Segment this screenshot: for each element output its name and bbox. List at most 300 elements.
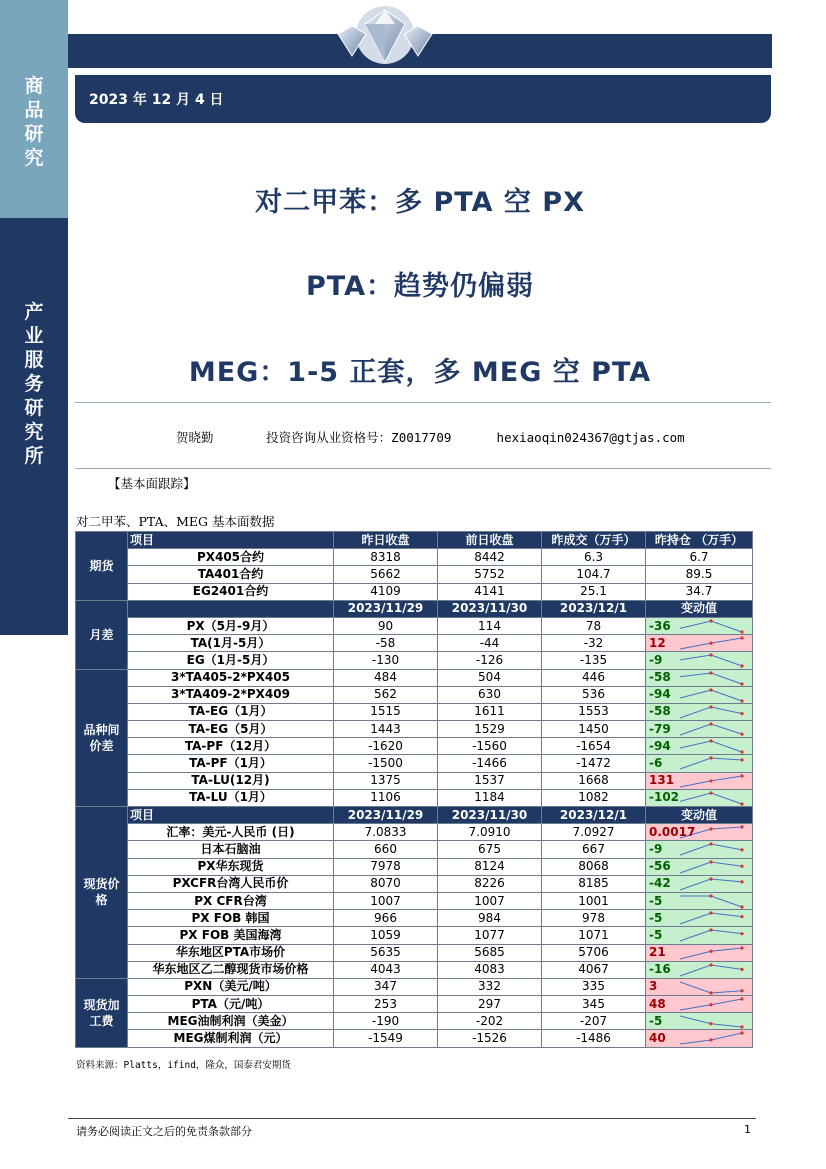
value-cell: -1486 xyxy=(542,1030,646,1047)
change-value: -5 xyxy=(649,927,663,942)
table-row xyxy=(76,1030,753,1047)
title-meg: MEG：1-5 正套，多 MEG 空 PTA xyxy=(188,357,652,388)
table-row xyxy=(76,755,753,772)
sparkline-point xyxy=(740,849,743,852)
change-value: -42 xyxy=(649,876,671,891)
footer-divider xyxy=(68,1118,756,1119)
value-cell: -207 xyxy=(542,1013,646,1030)
sidebar-top-block xyxy=(0,0,68,218)
value-cell: -58 xyxy=(334,635,438,652)
change-value-cell xyxy=(646,686,753,703)
sidebar-char: 究 xyxy=(24,421,44,443)
sparkline-point xyxy=(740,905,743,908)
sidebar-label-industry-research xyxy=(0,300,68,468)
row-group-label: 月差 xyxy=(76,600,128,669)
value-cell: 114 xyxy=(438,617,542,634)
table-row xyxy=(76,961,753,978)
row-label: MEG煤制利润（元） xyxy=(128,1030,334,1047)
row-label: PX CFR台湾 xyxy=(128,892,334,909)
report-date: 2023 年 12 月 4 日 xyxy=(89,92,224,108)
sparkline-point xyxy=(740,682,743,685)
row-label: TA-PF（1月） xyxy=(128,755,334,772)
value-cell: 5662 xyxy=(334,566,438,583)
value-cell: 1553 xyxy=(542,703,646,720)
date-bar xyxy=(75,75,771,123)
value-cell: 1106 xyxy=(334,789,438,806)
sparkline-point xyxy=(709,1003,712,1006)
table-row xyxy=(76,892,753,909)
header-cell: 2023/12/1 xyxy=(542,600,646,617)
table-row xyxy=(76,652,753,669)
sparkline-path xyxy=(680,793,742,804)
row-label: PX FOB 韩国 xyxy=(128,910,334,927)
row-group-label: 期货 xyxy=(76,532,128,601)
sparkline-point xyxy=(709,779,712,782)
divider-top xyxy=(75,402,771,403)
value-cell: 104.7 xyxy=(542,566,646,583)
value-cell: 7.0927 xyxy=(542,824,646,841)
sparkline-point xyxy=(740,997,743,1000)
change-value: -5 xyxy=(649,1013,663,1028)
sparkline-point xyxy=(709,860,712,863)
change-value-cell xyxy=(646,635,753,652)
change-value-cell xyxy=(646,738,753,755)
change-value-cell xyxy=(646,772,753,789)
table-row xyxy=(76,583,753,600)
sparkline-point xyxy=(709,1039,712,1042)
table-row xyxy=(76,824,753,841)
value-cell: EG2401合约 xyxy=(128,583,334,600)
value-cell: 667 xyxy=(542,841,646,858)
value-cell: 1537 xyxy=(438,772,542,789)
change-value-cell xyxy=(646,789,753,806)
table-row xyxy=(76,996,753,1013)
value-cell: 1450 xyxy=(542,721,646,738)
row-label: 华东地区乙二醇现货市场价格 xyxy=(128,961,334,978)
sparkline-point xyxy=(740,1026,743,1029)
value-cell: 6.7 xyxy=(646,549,753,566)
value-cell: -1526 xyxy=(438,1030,542,1047)
row-label: TA-LU(12月) xyxy=(128,772,334,789)
value-cell: -1654 xyxy=(542,738,646,755)
sparkline-point xyxy=(709,1022,712,1025)
change-value: -9 xyxy=(649,652,663,667)
sidebar-char: 务 xyxy=(24,373,44,395)
sparkline-point xyxy=(709,843,712,846)
sidebar-label-commodity-research xyxy=(0,74,68,170)
sparkline-point xyxy=(740,932,743,935)
value-cell: 536 xyxy=(542,686,646,703)
change-value: -58 xyxy=(649,704,671,719)
sparkline-point xyxy=(709,828,712,831)
value-cell: 5635 xyxy=(334,944,438,961)
header-cell: 昨持仓 （万手） xyxy=(646,532,753,549)
table-header-row xyxy=(76,600,753,617)
change-value-cell xyxy=(646,858,753,875)
value-cell: 332 xyxy=(438,978,542,995)
fundamentals-table-body xyxy=(76,532,753,1048)
header-cell: 变动值 xyxy=(646,600,753,617)
title-px: 对二甲苯：多 PTA 空 PX xyxy=(255,187,585,218)
value-cell: 7.0833 xyxy=(334,824,438,841)
sparkline-path xyxy=(680,724,742,735)
header-cell: 变动值 xyxy=(646,807,753,824)
sparkline-path xyxy=(680,707,742,718)
row-group-label: 现货价格 xyxy=(76,807,128,979)
change-value: -16 xyxy=(649,962,671,977)
sparkline-point xyxy=(709,642,712,645)
value-cell: -1620 xyxy=(334,738,438,755)
sparkline-point xyxy=(709,991,712,994)
change-value-cell xyxy=(646,1030,753,1047)
sidebar-char: 研 xyxy=(24,397,44,419)
value-cell: 1071 xyxy=(542,927,646,944)
value-cell: -32 xyxy=(542,635,646,652)
value-cell: 1668 xyxy=(542,772,646,789)
sparkline-path xyxy=(680,758,742,769)
value-cell: -202 xyxy=(438,1013,542,1030)
value-cell: 1529 xyxy=(438,721,542,738)
change-value: -5 xyxy=(649,893,663,908)
sparkline-point xyxy=(709,705,712,708)
row-label: PTA（元/吨） xyxy=(128,996,334,1013)
row-group-label: 现货加工费 xyxy=(76,978,128,1047)
row-label: TA-EG（1月） xyxy=(128,703,334,720)
change-value-cell xyxy=(646,755,753,772)
sparkline-point xyxy=(709,654,712,657)
header-cell: 2023/11/29 xyxy=(334,600,438,617)
value-cell: 5706 xyxy=(542,944,646,961)
table-row xyxy=(76,978,753,995)
header-cell: 项目 xyxy=(128,532,334,549)
table-row xyxy=(76,772,753,789)
value-cell: 335 xyxy=(542,978,646,995)
value-cell: 446 xyxy=(542,669,646,686)
value-cell: -1560 xyxy=(438,738,542,755)
value-cell: 4109 xyxy=(334,583,438,600)
sparkline-point xyxy=(709,722,712,725)
row-label: TA-LU（1月） xyxy=(128,789,334,806)
change-value-cell xyxy=(646,927,753,944)
value-cell: 7978 xyxy=(334,858,438,875)
change-value: -56 xyxy=(649,859,671,874)
value-cell: 4083 xyxy=(438,961,542,978)
change-value-cell xyxy=(646,669,753,686)
value-cell: -190 xyxy=(334,1013,438,1030)
change-value-cell xyxy=(646,892,753,909)
author-line: 贺晓勤 投资咨询从业资格号：Z0017709 hexiaoqin024367@gtjas.com xyxy=(176,430,685,445)
change-value: -58 xyxy=(649,670,671,685)
header-cell: 2023/11/29 xyxy=(334,807,438,824)
sparkline-point xyxy=(740,699,743,702)
value-cell: -126 xyxy=(438,652,542,669)
value-cell: -130 xyxy=(334,652,438,669)
table-row xyxy=(76,927,753,944)
sidebar-char: 产 xyxy=(24,301,44,323)
section-heading: 【基本面跟踪】 xyxy=(108,476,196,491)
row-label: TA-EG（5月） xyxy=(128,721,334,738)
sparkline-point xyxy=(740,665,743,668)
table-row xyxy=(76,944,753,961)
header-cell: 2023/11/30 xyxy=(438,600,542,617)
sparkline-point xyxy=(709,949,712,952)
table-row xyxy=(76,858,753,875)
value-cell: 347 xyxy=(334,978,438,995)
table-row xyxy=(76,738,753,755)
value-cell: 1082 xyxy=(542,789,646,806)
value-cell: 4141 xyxy=(438,583,542,600)
change-value: -36 xyxy=(649,618,671,633)
table-row xyxy=(76,910,753,927)
sidebar-char: 品 xyxy=(24,99,44,121)
change-value-cell xyxy=(646,910,753,927)
row-label: MEG油制利润（美金） xyxy=(128,1013,334,1030)
sparkline-point xyxy=(740,864,743,867)
sparkline-path xyxy=(680,930,742,941)
table-header-row xyxy=(76,532,753,549)
sparkline-path xyxy=(680,844,742,855)
value-cell: 34.7 xyxy=(646,583,753,600)
sparkline-point xyxy=(709,671,712,674)
change-value-cell xyxy=(646,617,753,634)
value-cell: 1515 xyxy=(334,703,438,720)
value-cell: 660 xyxy=(334,841,438,858)
value-cell: 484 xyxy=(334,669,438,686)
change-value-cell xyxy=(646,721,753,738)
sparkline-point xyxy=(740,733,743,736)
row-label: PX（5月-9月） xyxy=(128,617,334,634)
sparkline-point xyxy=(709,791,712,794)
sparkline-point xyxy=(740,637,743,640)
sparkline-point xyxy=(740,751,743,754)
change-value: 0.0017 xyxy=(649,824,696,839)
value-cell: 504 xyxy=(438,669,542,686)
sparkline-point xyxy=(740,989,743,992)
divider-bottom xyxy=(75,468,771,469)
value-cell: -1549 xyxy=(334,1030,438,1047)
value-cell: PX405合约 xyxy=(128,549,334,566)
row-label: 3*TA405-2*PX405 xyxy=(128,669,334,686)
table-row xyxy=(76,721,753,738)
table-row xyxy=(76,1013,753,1030)
row-group-label: 品种间价差 xyxy=(76,669,128,807)
sidebar-char: 所 xyxy=(24,445,44,467)
change-value: 21 xyxy=(649,945,666,960)
value-cell: 978 xyxy=(542,910,646,927)
sparkline-path xyxy=(680,741,742,752)
table-row xyxy=(76,635,753,652)
sparkline-point xyxy=(740,712,743,715)
change-value: 12 xyxy=(649,635,666,650)
value-cell: TA401合约 xyxy=(128,566,334,583)
header-cell: 项目 xyxy=(128,807,334,824)
sparkline-point xyxy=(740,630,743,633)
change-value: -5 xyxy=(649,910,663,925)
change-value: 3 xyxy=(649,979,658,994)
value-cell: 5685 xyxy=(438,944,542,961)
value-cell: -1466 xyxy=(438,755,542,772)
table-row xyxy=(76,703,753,720)
row-label: PX华东现货 xyxy=(128,858,334,875)
change-value-cell xyxy=(646,824,753,841)
row-label: PX FOB 美国海湾 xyxy=(128,927,334,944)
value-cell: -44 xyxy=(438,635,542,652)
sparkline xyxy=(646,979,751,996)
value-cell: 4043 xyxy=(334,961,438,978)
value-cell: 1611 xyxy=(438,703,542,720)
value-cell: 1375 xyxy=(334,772,438,789)
row-label: TA(1月-5月） xyxy=(128,635,334,652)
sparkline-point xyxy=(740,802,743,805)
sparkline-point xyxy=(709,929,712,932)
sparkline-point xyxy=(740,826,743,829)
sparkline-point xyxy=(709,619,712,622)
value-cell: 25.1 xyxy=(542,583,646,600)
sparkline-point xyxy=(740,880,743,883)
value-cell: 90 xyxy=(334,617,438,634)
value-cell: 4067 xyxy=(542,961,646,978)
change-value-cell xyxy=(646,996,753,1013)
value-cell: 253 xyxy=(334,996,438,1013)
sparkline-path xyxy=(680,621,742,632)
table-row xyxy=(76,669,753,686)
change-value-cell xyxy=(646,978,753,995)
sparkline-path xyxy=(680,913,742,924)
header-cell xyxy=(128,600,334,617)
sidebar-middle-block xyxy=(0,218,68,635)
page-number: 1 xyxy=(744,1123,751,1136)
data-source: 资料来源：Platts，ifind，隆众，国泰君安期货 xyxy=(76,1060,291,1071)
value-cell: 8070 xyxy=(334,875,438,892)
value-cell: 1443 xyxy=(334,721,438,738)
value-cell: 966 xyxy=(334,910,438,927)
table-row xyxy=(76,566,753,583)
sparkline-point xyxy=(709,912,712,915)
value-cell: 345 xyxy=(542,996,646,1013)
change-value-cell xyxy=(646,875,753,892)
sparkline-path xyxy=(680,879,742,890)
change-value-cell xyxy=(646,703,753,720)
header-cell: 前日收盘 xyxy=(438,532,542,549)
header-cell: 昨成交（万手） xyxy=(542,532,646,549)
table-row xyxy=(76,841,753,858)
sparkline-point xyxy=(740,1032,743,1035)
row-label: 日本石脑油 xyxy=(128,841,334,858)
header-cell: 2023/12/1 xyxy=(542,807,646,824)
sparkline-path xyxy=(680,655,742,666)
sidebar-char: 业 xyxy=(24,325,44,347)
table-row xyxy=(76,875,753,892)
table-row xyxy=(76,549,753,566)
change-value: 40 xyxy=(649,1031,666,1046)
row-label: 汇率：美元-人民币 (日) xyxy=(128,824,334,841)
value-cell: 6.3 xyxy=(542,549,646,566)
value-cell: -1500 xyxy=(334,755,438,772)
row-label: 3*TA409-2*PX409 xyxy=(128,686,334,703)
sparkline-point xyxy=(740,759,743,762)
sidebar-char: 服 xyxy=(24,349,44,371)
change-value-cell xyxy=(646,652,753,669)
value-cell: 8124 xyxy=(438,858,542,875)
row-label: EG（1月-5月） xyxy=(128,652,334,669)
fundamentals-table xyxy=(75,531,753,1048)
value-cell: 1007 xyxy=(334,892,438,909)
value-cell: 1059 xyxy=(334,927,438,944)
sparkline-point xyxy=(740,915,743,918)
sparkline-point xyxy=(709,688,712,691)
change-value: -79 xyxy=(649,721,671,736)
value-cell: 8068 xyxy=(542,858,646,875)
value-cell: 984 xyxy=(438,910,542,927)
change-value: -102 xyxy=(649,790,680,805)
sparkline-path xyxy=(680,690,742,701)
row-label: PXN（美元/吨） xyxy=(128,978,334,995)
change-value: -94 xyxy=(649,738,671,753)
sparkline-point xyxy=(709,894,712,897)
change-value: -94 xyxy=(649,687,671,702)
title-pta: PTA：趋势仍偏弱 xyxy=(305,271,534,302)
value-cell: 297 xyxy=(438,996,542,1013)
value-cell: 675 xyxy=(438,841,542,858)
change-value: -6 xyxy=(649,756,663,771)
value-cell: 1077 xyxy=(438,927,542,944)
value-cell: 630 xyxy=(438,686,542,703)
header-cell: 2023/11/30 xyxy=(438,807,542,824)
sparkline-path xyxy=(680,896,742,907)
row-label: TA-PF（12月） xyxy=(128,738,334,755)
value-cell: 8226 xyxy=(438,875,542,892)
change-value: 131 xyxy=(649,773,675,788)
sidebar-char: 商 xyxy=(24,75,44,97)
value-cell: 562 xyxy=(334,686,438,703)
change-value: -9 xyxy=(649,841,663,856)
sparkline-point xyxy=(740,946,743,949)
sparkline-point xyxy=(709,757,712,760)
value-cell: -1472 xyxy=(542,755,646,772)
table-row xyxy=(76,617,753,634)
value-cell: 7.0910 xyxy=(438,824,542,841)
table-header-row xyxy=(76,807,753,824)
value-cell: 89.5 xyxy=(646,566,753,583)
sparkline-path xyxy=(680,948,742,959)
row-label: PXCFR台湾人民币价 xyxy=(128,875,334,892)
table-row xyxy=(76,789,753,806)
value-cell: 5752 xyxy=(438,566,542,583)
sparkline-path xyxy=(680,965,742,976)
sparkline-point xyxy=(709,877,712,880)
left-sidebar xyxy=(0,0,68,1169)
value-cell: -135 xyxy=(542,652,646,669)
footer-disclaimer: 请务必阅读正文之后的免责条款部分 xyxy=(76,1125,252,1138)
change-value-cell xyxy=(646,1013,753,1030)
value-cell: 8185 xyxy=(542,875,646,892)
diamond-logo-icon xyxy=(330,4,440,66)
row-label: 华东地区PTA市场价 xyxy=(128,944,334,961)
sparkline-path xyxy=(680,862,742,873)
change-value-cell xyxy=(646,961,753,978)
table-row xyxy=(76,686,753,703)
value-cell: 1184 xyxy=(438,789,542,806)
value-cell: 8318 xyxy=(334,549,438,566)
value-cell: 1001 xyxy=(542,892,646,909)
sidebar-char: 究 xyxy=(24,147,44,169)
sidebar-bottom-block xyxy=(0,635,68,1169)
value-cell: 1007 xyxy=(438,892,542,909)
change-value-cell xyxy=(646,944,753,961)
sparkline-point xyxy=(740,967,743,970)
sidebar-char: 研 xyxy=(24,123,44,145)
header-cell: 昨日收盘 xyxy=(334,532,438,549)
